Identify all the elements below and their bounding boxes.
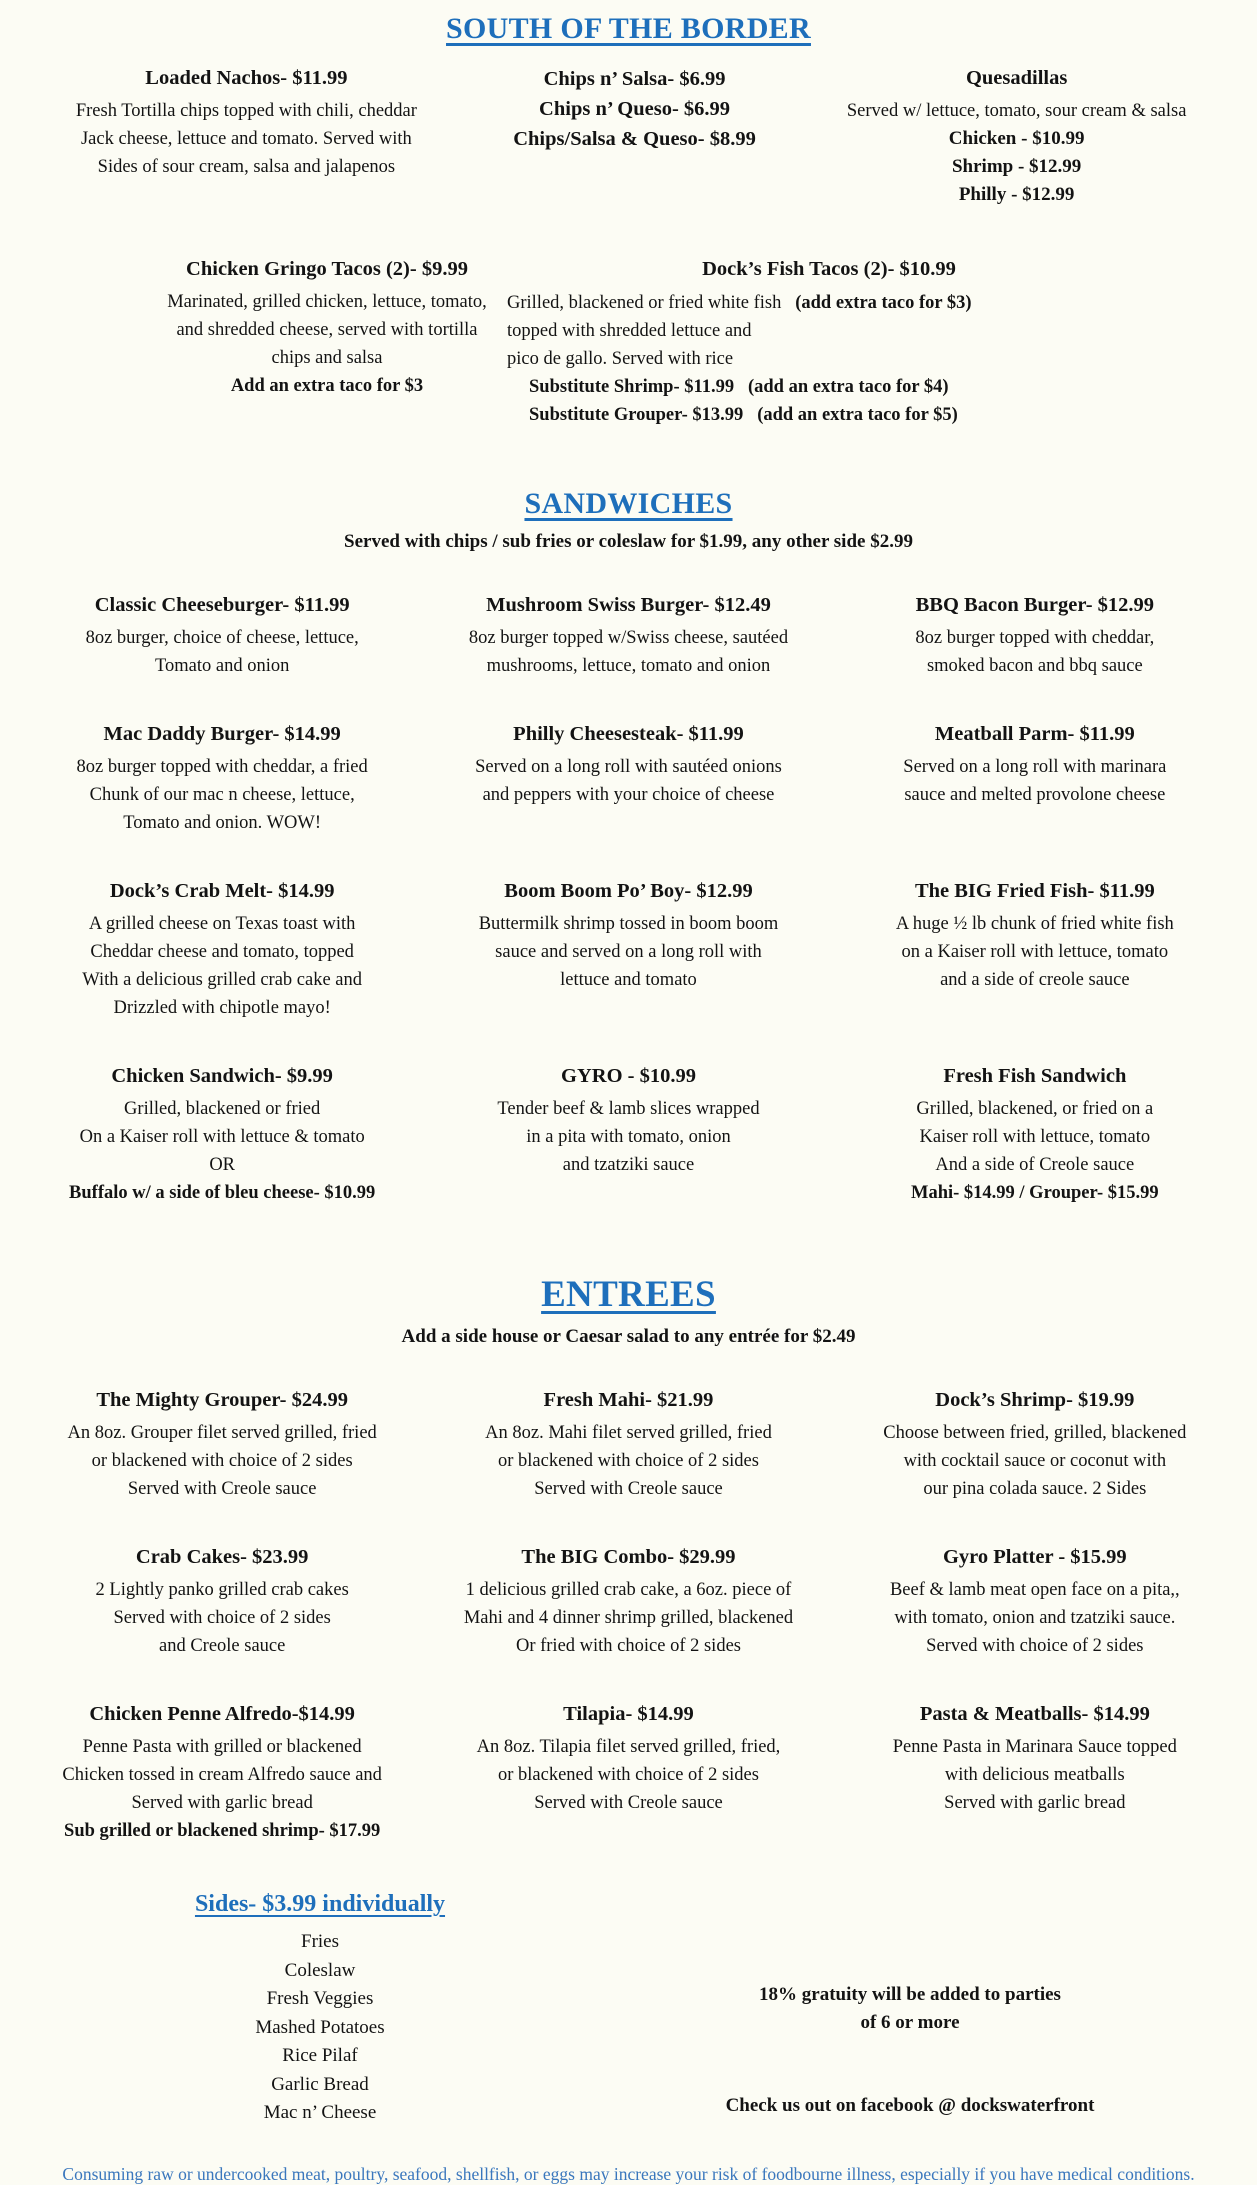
item-name: Classic Cheeseburger- $11.99 (94, 594, 350, 616)
item-desc-line: or blackened with choice of 2 sides (498, 1451, 759, 1471)
item-desc-line: or blackened with choice of 2 sides (91, 1451, 353, 1471)
south-appetizers-row (0, 64, 1257, 209)
substitution-price: Substitute Grouper- $13.99 (529, 405, 744, 425)
item-name: Fresh Mahi- $21.99 (543, 1389, 714, 1411)
section-header (0, 487, 1257, 521)
item-name: Tilapia- $14.99 (563, 1703, 694, 1725)
item-desc-line: and tzatziki sauce (562, 1155, 695, 1175)
item-name: Gyro Platter - $15.99 (942, 1546, 1127, 1568)
item-desc-line: sauce and served on a long roll with (495, 942, 762, 962)
item-desc-line: Cheddar cheese and tomato, topped (90, 942, 354, 962)
item-desc-line: An 8oz. Tilapia filet served grilled, fried, (476, 1737, 781, 1757)
section-title-entrees: ENTREES (541, 1274, 716, 1315)
section-south-of-the-border (0, 0, 1257, 429)
item-name: Philly Cheesesteak- $11.99 (513, 723, 744, 745)
menu-item (432, 877, 824, 1022)
item-note-bold: Add an extra taco for $3 (230, 376, 424, 396)
item-desc-line: smoked bacon and bbq sauce (926, 656, 1143, 676)
section-bottom (0, 1891, 1257, 2128)
item-name: Chips/Salsa & Queso- $8.99 (513, 128, 756, 150)
item-desc-line: Chunk of our mac n cheese, lettuce, (89, 785, 355, 805)
item-note-bold: Buffalo w/ a side of bleu cheese- $10.99 (69, 1183, 376, 1203)
south-tacos-row (0, 255, 1257, 429)
item-name: Pasta & Meatballs- $14.99 (919, 1703, 1150, 1725)
substitution-note: (add an extra taco for $5) (757, 405, 958, 425)
health-disclaimer: Consuming raw or undercooked meat, poultry, seafood, shellfish, or eggs may increase your risk of foodbourne illness, especially if you have medical conditions. (62, 2163, 1195, 2184)
menu-item (839, 1700, 1231, 1845)
item-note-bold: Sub grilled or blackened shrimp- $17.99 (64, 1821, 381, 1841)
item-desc-line: A huge ½ lb chunk of fried white fish (895, 914, 1174, 934)
item-desc-line: On a Kaiser roll with lettuce & tomato (79, 1127, 365, 1147)
item-desc-line: Penne Pasta in Marinara Sauce topped (892, 1737, 1177, 1757)
item-desc-line: Served w/ lettuce, tomato, sour cream & salsa (846, 101, 1187, 121)
item-option: Philly - $12.99 (958, 184, 1075, 205)
item-desc-line: and peppers with your choice of cheese (482, 785, 775, 805)
item-name: Mushroom Swiss Burger- $12.49 (486, 594, 771, 616)
sides-title: Sides- $3.99 individually (194, 1891, 446, 1917)
sides-column (0, 1891, 640, 2128)
item-name: Quesadillas (965, 67, 1068, 89)
menu-item-docks-fish-tacos (499, 255, 1159, 429)
item-name: Fresh Fish Sandwich (943, 1065, 1127, 1087)
section-subtitle: Add a side house or Caesar salad to any entrée for $2.49 (401, 1326, 856, 1347)
menu-item (432, 1386, 824, 1503)
item-name: Chicken Gringo Tacos (2)- $9.99 (186, 258, 468, 280)
item-desc-line: or blackened with choice of 2 sides (498, 1765, 759, 1785)
entrees-grid (0, 1386, 1257, 1845)
item-desc-line: 2 Lightly panko grilled crab cakes (95, 1580, 349, 1600)
item-desc-line: Served with garlic bread (944, 1793, 1126, 1813)
item-desc-line: Tomato and onion. WOW! (123, 813, 322, 833)
item-name: BBQ Bacon Burger- $12.99 (915, 594, 1155, 616)
item-desc-line: and a side of creole sauce (940, 970, 1130, 990)
menu-item (839, 720, 1231, 837)
item-desc-line: 8oz burger topped with cheddar, (915, 628, 1155, 648)
item-desc-line: Chicken tossed in cream Alfredo sauce and (62, 1765, 382, 1785)
section-header (0, 12, 1257, 46)
section-entrees (0, 1273, 1257, 1845)
facebook-note: Check us out on facebook @ dockswaterfront (725, 2095, 1095, 2116)
menu-item (839, 877, 1231, 1022)
item-desc-line: sauce and melted provolone cheese (904, 785, 1166, 805)
menu-item (26, 1543, 418, 1660)
item-name: Loaded Nachos- $11.99 (145, 67, 348, 89)
item-name: The BIG Fried Fish- $11.99 (914, 880, 1155, 902)
menu-item (26, 1386, 418, 1503)
substitution-note: (add an extra taco for $4) (747, 377, 949, 397)
item-desc-line: 8oz burger topped with cheddar, a fried (76, 757, 368, 777)
item-desc-line (499, 289, 1159, 317)
item-desc-line: our pina colada sauce. 2 Sides (923, 1479, 1147, 1499)
item-desc-line: Served on a long roll with sautéed onions (475, 757, 782, 777)
item-option: Chicken - $10.99 (948, 128, 1085, 149)
item-desc-line: Jack cheese, lettuce and tomato. Served with (80, 129, 412, 149)
item-desc-line: Buttermilk shrimp tossed in boom boom (478, 914, 779, 934)
section-title-sandwiches: SANDWICHES (524, 487, 733, 520)
item-desc-line: topped with shredded lettuce and (507, 321, 752, 341)
item-desc-line: and Creole sauce (158, 1636, 286, 1656)
menu-item (26, 877, 418, 1022)
item-desc-line: Served with Creole sauce (534, 1793, 723, 1813)
item-desc-line: Choose between fried, grilled, blackened (883, 1423, 1187, 1443)
side-item: Mashed Potatoes (255, 2016, 385, 2038)
item-desc-line: Grilled, blackened, or fried on a (916, 1099, 1154, 1119)
side-item: Rice Pilaf (282, 2045, 358, 2066)
menu-item (432, 720, 824, 837)
gratuity-note (640, 1981, 1180, 2037)
item-desc-line: in a pita with tomato, onion (526, 1127, 731, 1147)
menu-item (432, 1543, 824, 1660)
item-desc-line: with delicious meatballs (944, 1765, 1125, 1785)
item-name: GYRO - $10.99 (561, 1065, 696, 1087)
item-desc-line: lettuce and tomato (560, 970, 697, 990)
item-name: Dock’s Shrimp- $19.99 (935, 1389, 1135, 1411)
menu-item (839, 1386, 1231, 1503)
item-substitution (499, 401, 1159, 429)
item-desc-line: Tomato and onion (154, 656, 290, 676)
item-desc-line: An 8oz. Grouper filet served grilled, fried (67, 1423, 377, 1443)
item-desc-line: Served with Creole sauce (127, 1479, 317, 1499)
item-name: The Mighty Grouper- $24.99 (96, 1389, 348, 1411)
item-desc-line: pico de gallo. Served with rice (507, 349, 734, 369)
menu-item (432, 1062, 824, 1207)
item-desc-line: 1 delicious grilled crab cake, a 6oz. piece of (465, 1580, 792, 1600)
item-name: Chips n’ Salsa- $6.99 (543, 68, 726, 90)
item-option: Shrimp - $12.99 (951, 156, 1082, 177)
item-desc-line: Kaiser roll with lettuce, tomato (919, 1127, 1151, 1147)
menu-item-loaded-nachos (22, 64, 471, 209)
section-sandwiches (0, 487, 1257, 1207)
item-desc-line: OR (209, 1155, 236, 1175)
menu-item (26, 591, 418, 680)
item-desc-line: 8oz burger topped w/Swiss cheese, sautéed (468, 628, 789, 648)
menu-item (26, 720, 418, 837)
menu-item (839, 1543, 1231, 1660)
item-desc-line: Tender beef & lamb slices wrapped (497, 1099, 760, 1119)
substitution-price: Substitute Shrimp- $11.99 (529, 377, 735, 397)
item-desc-line: Beef & lamb meat open face on a pita,, (889, 1580, 1180, 1600)
item-substitution (499, 373, 1159, 401)
item-desc-line: and shredded cheese, served with tortilla (176, 320, 478, 340)
item-desc-line: with tomato, onion and tzatziki sauce. (894, 1608, 1176, 1628)
item-desc-line: chips and salsa (271, 348, 383, 368)
desc-regular: Grilled, blackened or fried white fish (507, 293, 782, 313)
item-desc-line: A grilled cheese on Texas toast with (88, 914, 356, 934)
sandwiches-grid (0, 591, 1257, 1207)
item-name: Chicken Sandwich- $9.99 (111, 1065, 333, 1087)
item-name: Meatball Parm- $11.99 (934, 723, 1135, 745)
item-desc-line: mushrooms, lettuce, tomato and onion (486, 656, 771, 676)
item-note-bold: Mahi- $14.99 / Grouper- $15.99 (910, 1183, 1159, 1203)
menu-item (26, 1700, 418, 1845)
side-item: Fries (301, 1931, 339, 1952)
item-desc-line: on a Kaiser roll with lettuce, tomato (901, 942, 1169, 962)
item-name: Dock’s Fish Tacos (2)- $10.99 (702, 258, 956, 280)
item-desc-line: Served with choice of 2 sides (113, 1608, 331, 1628)
gratuity-line: 18% gratuity will be added to parties (759, 1984, 1061, 2005)
item-desc-line: Served with garlic bread (131, 1793, 313, 1813)
item-name: Crab Cakes- $23.99 (135, 1546, 309, 1568)
menu-item (432, 1700, 824, 1845)
item-desc-line: Penne Pasta with grilled or blackened (82, 1737, 362, 1757)
menu-item (432, 591, 824, 680)
menu-item (839, 591, 1231, 680)
section-title-south: SOUTH OF THE BORDER (446, 12, 811, 45)
item-name: Dock’s Crab Melt- $14.99 (109, 880, 335, 902)
notes-column (640, 1891, 1180, 2128)
section-subtitle: Served with chips / sub fries or coleslaw for $1.99, any other side $2.99 (344, 531, 913, 552)
item-desc-line: With a delicious grilled crab cake and (82, 970, 363, 990)
item-desc-line: Drizzled with chipotle mayo! (113, 998, 331, 1018)
menu-item (839, 1062, 1231, 1207)
item-name: Chips n’ Queso- $6.99 (539, 98, 731, 120)
gratuity-line: of 6 or more (860, 2012, 960, 2033)
desc-note-bold: (add extra taco for $3) (795, 293, 972, 313)
item-desc-line: Grilled, blackened or fried (124, 1099, 321, 1119)
menu-item-chips (471, 64, 799, 209)
sides-list (0, 1928, 640, 2128)
item-desc-line: Fresh Tortilla chips topped with chili, cheddar (75, 101, 417, 121)
side-item: Coleslaw (284, 1959, 356, 1981)
item-desc-line: Served with Creole sauce (534, 1479, 723, 1499)
item-desc-line: Marinated, grilled chicken, lettuce, tomato, (167, 292, 487, 312)
side-item: Fresh Veggies (266, 1988, 374, 2009)
menu-item-chicken-gringo-tacos (155, 255, 499, 429)
side-item: Mac n’ Cheese (263, 2102, 377, 2123)
item-desc-line: An 8oz. Mahi filet served grilled, fried (485, 1423, 772, 1443)
item-desc-line: Sides of sour cream, salsa and jalapenos (97, 157, 396, 177)
item-desc-line: with cocktail sauce or coconut with (903, 1451, 1167, 1471)
item-desc-line: 8oz burger, choice of cheese, lettuce, (85, 628, 359, 648)
menu-item (26, 1062, 418, 1207)
item-name: Boom Boom Po’ Boy- $12.99 (504, 880, 753, 902)
item-name: Chicken Penne Alfredo-$14.99 (89, 1703, 355, 1725)
item-desc-line: And a side of Creole sauce (935, 1155, 1135, 1175)
item-name: Mac Daddy Burger- $14.99 (103, 723, 341, 745)
section-header (0, 1273, 1257, 1316)
item-name: The BIG Combo- $29.99 (521, 1546, 736, 1568)
item-desc-line: Or fried with choice of 2 sides (515, 1636, 741, 1656)
menu-item-quesadillas (798, 64, 1235, 209)
item-desc-line: Mahi and 4 dinner shrimp grilled, blackened (463, 1608, 794, 1628)
side-item: Garlic Bread (271, 2073, 369, 2095)
item-desc-line: Served on a long roll with marinara (903, 757, 1167, 777)
item-desc-line: Served with choice of 2 sides (926, 1636, 1144, 1656)
